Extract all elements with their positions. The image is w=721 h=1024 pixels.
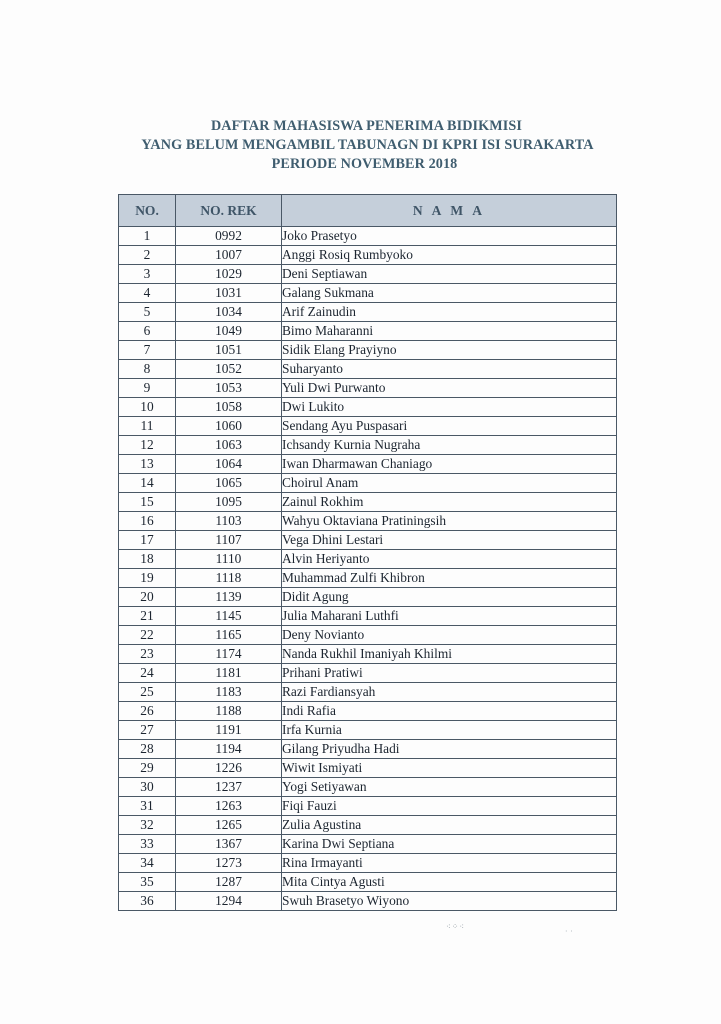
table-row: [119, 854, 617, 873]
account-number: 1053: [176, 379, 282, 398]
student-name: Iwan Dharmawan Chaniago: [282, 455, 617, 474]
column-header-no: NO.: [119, 195, 176, 227]
row-number: 30: [119, 778, 176, 797]
account-number: 1273: [176, 854, 282, 873]
table-header-row: [119, 195, 617, 227]
student-name: Suharyanto: [282, 360, 617, 379]
row-number: 29: [119, 759, 176, 778]
account-number: 0992: [176, 227, 282, 246]
row-number: 6: [119, 322, 176, 341]
student-name: Karina Dwi Septiana: [282, 835, 617, 854]
account-number: 1058: [176, 398, 282, 417]
account-number: 1188: [176, 702, 282, 721]
student-name: Ichsandy Kurnia Nugraha: [282, 436, 617, 455]
table-row: [119, 702, 617, 721]
row-number: 33: [119, 835, 176, 854]
row-number: 35: [119, 873, 176, 892]
student-name: Vega Dhini Lestari: [282, 531, 617, 550]
student-name: Wahyu Oktaviana Pratiningsih: [282, 512, 617, 531]
table-row: [119, 493, 617, 512]
row-number: 4: [119, 284, 176, 303]
account-number: 1191: [176, 721, 282, 740]
student-name: Wiwit Ismiyati: [282, 759, 617, 778]
account-number: 1139: [176, 588, 282, 607]
table-row: [119, 721, 617, 740]
table-row: [119, 379, 617, 398]
row-number: 16: [119, 512, 176, 531]
student-name: Irfa Kurnia: [282, 721, 617, 740]
table-row: [119, 816, 617, 835]
table-row: [119, 265, 617, 284]
row-number: 7: [119, 341, 176, 360]
student-name: Yogi Setiyawan: [282, 778, 617, 797]
title-line-3: PERIODE NOVEMBER 2018: [271, 156, 458, 172]
row-number: 31: [119, 797, 176, 816]
row-number: 32: [119, 816, 176, 835]
row-number: 8: [119, 360, 176, 379]
table-row: [119, 455, 617, 474]
table-row: [119, 588, 617, 607]
row-number: 10: [119, 398, 176, 417]
account-number: 1287: [176, 873, 282, 892]
account-number: 1237: [176, 778, 282, 797]
row-number: 25: [119, 683, 176, 702]
student-name: Nanda Rukhil Imaniyah Khilmi: [282, 645, 617, 664]
row-number: 23: [119, 645, 176, 664]
account-number: 1052: [176, 360, 282, 379]
row-number: 1: [119, 227, 176, 246]
recipient-table: [118, 194, 617, 911]
table-row: [119, 626, 617, 645]
student-name: Zulia Agustina: [282, 816, 617, 835]
table-row: [119, 759, 617, 778]
table-row: [119, 341, 617, 360]
account-number: 1265: [176, 816, 282, 835]
table-row: [119, 569, 617, 588]
student-name: Galang Sukmana: [282, 284, 617, 303]
row-number: 15: [119, 493, 176, 512]
table-row: [119, 645, 617, 664]
account-number: 1103: [176, 512, 282, 531]
row-number: 22: [119, 626, 176, 645]
row-number: 34: [119, 854, 176, 873]
student-name: Mita Cintya Agusti: [282, 873, 617, 892]
scan-mark: ⁖⁘⁖: [446, 922, 466, 931]
row-number: 27: [119, 721, 176, 740]
table-row: [119, 873, 617, 892]
row-number: 18: [119, 550, 176, 569]
row-number: 21: [119, 607, 176, 626]
document-title: [0, 117, 721, 174]
account-number: 1226: [176, 759, 282, 778]
student-name: Bimo Maharanni: [282, 322, 617, 341]
student-name: Razi Fardiansyah: [282, 683, 617, 702]
account-number: 1174: [176, 645, 282, 664]
row-number: 3: [119, 265, 176, 284]
row-number: 17: [119, 531, 176, 550]
student-name: Yuli Dwi Purwanto: [282, 379, 617, 398]
student-name: Deny Novianto: [282, 626, 617, 645]
account-number: 1063: [176, 436, 282, 455]
table-row: [119, 512, 617, 531]
row-number: 13: [119, 455, 176, 474]
student-name: Prihani Pratiwi: [282, 664, 617, 683]
table-row: [119, 740, 617, 759]
scan-dots: · ·: [565, 927, 573, 936]
table-row: [119, 246, 617, 265]
row-number: 28: [119, 740, 176, 759]
student-name: Rina Irmayanti: [282, 854, 617, 873]
table-row: [119, 284, 617, 303]
student-name: Dwi Lukito: [282, 398, 617, 417]
table-row: [119, 607, 617, 626]
row-number: 24: [119, 664, 176, 683]
student-name: Sendang Ayu Puspasari: [282, 417, 617, 436]
table-row: [119, 778, 617, 797]
table-row: [119, 398, 617, 417]
table-row: [119, 664, 617, 683]
student-name: Alvin Heriyanto: [282, 550, 617, 569]
student-name: Arif Zainudin: [282, 303, 617, 322]
row-number: 11: [119, 417, 176, 436]
table-body: [119, 227, 617, 911]
table-row: [119, 417, 617, 436]
column-header-rek: NO. REK: [176, 195, 282, 227]
account-number: 1110: [176, 550, 282, 569]
student-name: Julia Maharani Luthfi: [282, 607, 617, 626]
student-name: Choirul Anam: [282, 474, 617, 493]
account-number: 1060: [176, 417, 282, 436]
student-name: Joko Prasetyo: [282, 227, 617, 246]
row-number: 14: [119, 474, 176, 493]
table-row: [119, 227, 617, 246]
student-name: Deni Septiawan: [282, 265, 617, 284]
student-name: Indi Rafia: [282, 702, 617, 721]
student-name: Muhammad Zulfi Khibron: [282, 569, 617, 588]
account-number: 1107: [176, 531, 282, 550]
title-line-2: YANG BELUM MENGAMBIL TABUNAGN DI KPRI ISI SURAKARTA: [141, 137, 594, 153]
account-number: 1145: [176, 607, 282, 626]
student-name: Anggi Rosiq Rumbyoko: [282, 246, 617, 265]
student-name: Zainul Rokhim: [282, 493, 617, 512]
student-name: Didit Agung: [282, 588, 617, 607]
table-row: [119, 835, 617, 854]
table-row: [119, 797, 617, 816]
account-number: 1181: [176, 664, 282, 683]
account-number: 1029: [176, 265, 282, 284]
table-row: [119, 436, 617, 455]
table-row: [119, 360, 617, 379]
row-number: 26: [119, 702, 176, 721]
account-number: 1263: [176, 797, 282, 816]
account-number: 1183: [176, 683, 282, 702]
table-row: [119, 474, 617, 493]
row-number: 5: [119, 303, 176, 322]
table-row: [119, 531, 617, 550]
row-number: 20: [119, 588, 176, 607]
account-number: 1194: [176, 740, 282, 759]
account-number: 1118: [176, 569, 282, 588]
account-number: 1165: [176, 626, 282, 645]
student-name: Fiqi Fauzi: [282, 797, 617, 816]
account-number: 1065: [176, 474, 282, 493]
account-number: 1034: [176, 303, 282, 322]
account-number: 1049: [176, 322, 282, 341]
student-name: Sidik Elang Prayiyno: [282, 341, 617, 360]
account-number: 1294: [176, 892, 282, 911]
account-number: 1007: [176, 246, 282, 265]
account-number: 1031: [176, 284, 282, 303]
account-number: 1064: [176, 455, 282, 474]
row-number: 9: [119, 379, 176, 398]
account-number: 1367: [176, 835, 282, 854]
title-line-1: DAFTAR MAHASISWA PENERIMA BIDIKMISI: [210, 118, 523, 134]
account-number: 1095: [176, 493, 282, 512]
student-name: Gilang Priyudha Hadi: [282, 740, 617, 759]
row-number: 19: [119, 569, 176, 588]
table-row: [119, 322, 617, 341]
table-row: [119, 892, 617, 911]
column-header-nama: N A M A: [282, 195, 617, 227]
account-number: 1051: [176, 341, 282, 360]
table-row: [119, 303, 617, 322]
table-row: [119, 683, 617, 702]
student-name: Swuh Brasetyo Wiyono: [282, 892, 617, 911]
table-row: [119, 550, 617, 569]
row-number: 12: [119, 436, 176, 455]
row-number: 36: [119, 892, 176, 911]
row-number: 2: [119, 246, 176, 265]
